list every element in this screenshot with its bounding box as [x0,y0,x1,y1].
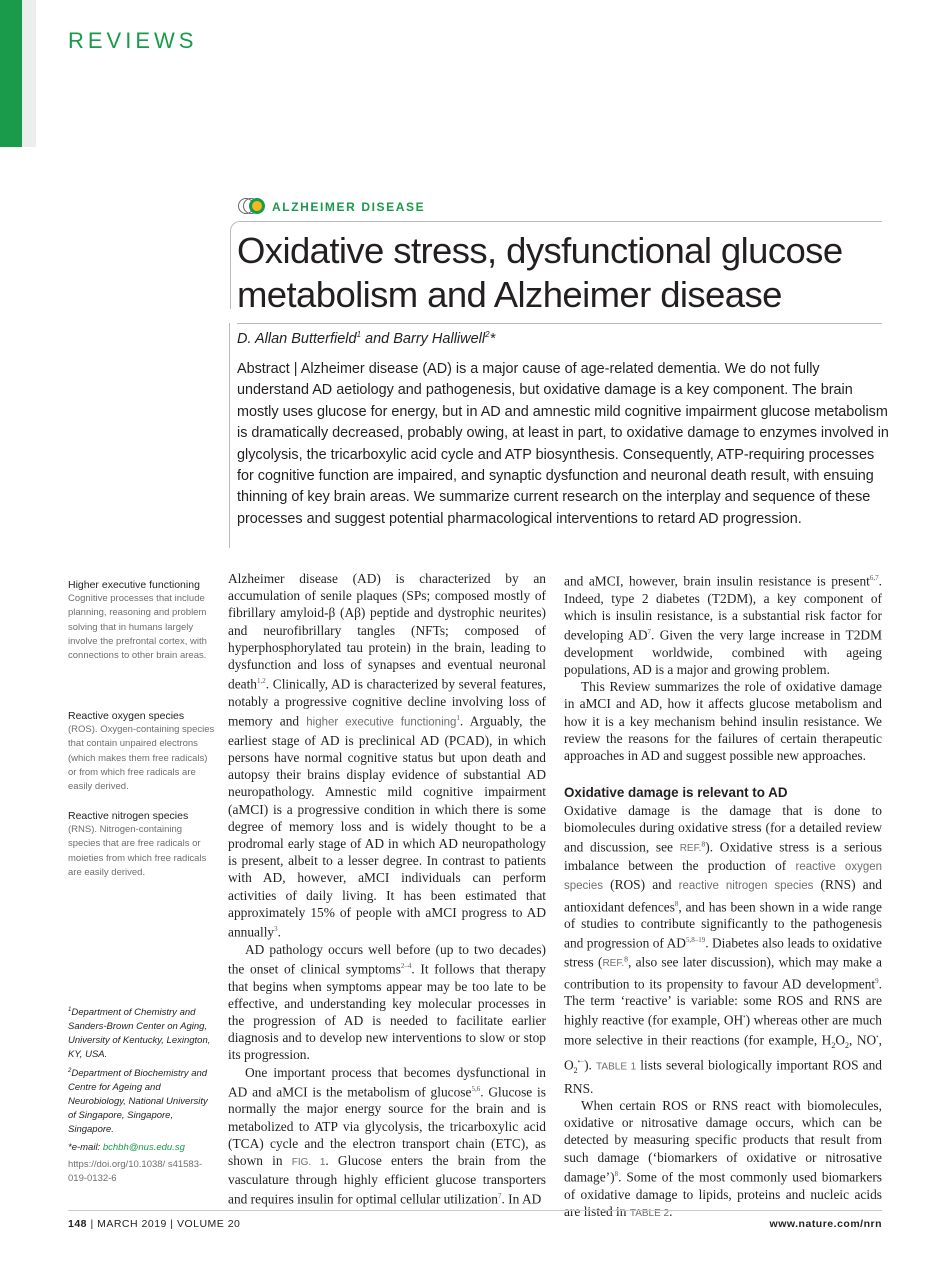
reference-link[interactable]: REF.$^8$ [602,957,629,970]
glossary-link[interactable]: higher executive functioning [306,716,457,729]
contact-email: *e-mail: bchbh@nus.edu.sg [68,1142,185,1153]
glossary-term: Reactive oxygen species [68,710,185,722]
author-2-affiliation: 2 [485,330,490,339]
corresponding-star: * [489,330,496,347]
author-conjunction: and [361,330,394,347]
affiliation-1: $^1$Department of Chemistry and Sanders-Brown Center on Aging, University of Kentucky, Lexington, KY, USA. [68,1007,211,1061]
author-list [237,330,495,347]
section-heading: Oxidative damage is relevant to AD [564,785,788,801]
glossary-link[interactable]: reactive oxygen species [564,861,883,893]
section-bar-shadow [22,0,36,147]
figure-link[interactable]: FIG. 1 [291,1157,326,1169]
glossary-term: Higher executive functioning [68,579,200,591]
section-color-bar [0,0,22,147]
author-2: Barry Halliwell [393,330,486,347]
glossary-entry [68,578,216,663]
glossary-term: Reactive nitrogen species [68,810,189,822]
email-link[interactable]: bchbh@nus.edu.sg [102,1142,185,1153]
section-label: REVIEWS [68,28,198,53]
table-link[interactable]: TABLE 2 [629,1207,670,1219]
doi-link[interactable]: https://doi.org/10.1038/ s41583-019-0132-6 [68,1159,203,1184]
page-number: 148 [68,1218,88,1230]
affiliation-2: $^2$Department of Biochemistry and Centre for Ageing and Neurobiology, National University of Singapore, Singapore, Singapore. [68,1068,208,1136]
glossary-entry [68,709,216,794]
author-1-affiliation: 1 [356,330,362,339]
footer-info: 148 | MARCH 2019 | VOLUME 20 [68,1218,241,1230]
paragraph: Oxidative damage is the damage that is done to biomolecules during oxidative stress (for a detailed review and discussion, see REF.$^8$). Oxidative stress is a serious imbalance between the production of reactive oxygen species (ROS) and reactive nitrogen species (RNS) and antioxidant defences$^8$, and has been shown in a wide range of studies to contribute significantly to the pathogenesis and progression of AD$^{5,8-19}$. Diabetes also leads to oxidative stress (REF.$^8$, also see later discussion), which may make a contribution to its propensity to favour AD development$^9$. The term ‘reactive’ is variable: some ROS and RNS are highly reactive (for example, OH•) whereas other are much more selective in their reactions (for example, $H_2O_2$, NO•, $O_2^{•-}$). TABLE 1 lists several biologically important ROS and RNS. [564,803,883,1096]
title-divider [237,323,882,324]
volume: VOLUME 20 [176,1218,241,1230]
footer-divider [68,1210,882,1211]
issue-date: MARCH 2019 [97,1218,167,1230]
glossary-definition: Cognitive processes that include planning, reasoning and problem solving that in humans largely involve the prefrontal cortex, with connections to other brain areas. [68,593,207,662]
topic-label: ALZHEIMER DISEASE [272,199,426,214]
table-link[interactable]: TABLE 1 [596,1061,637,1073]
abstract-text: Alzheimer disease (AD) is a major cause of age-related dementia. We do not fully understand AD aetiology and pathogenesis, but oxidative damage is a key component. The brain mostly uses glucose for energy, but in AD and amnestic mild cognitive impairment glucose metabolism is dramatically decreased, probably owing, at least in part, to oxidative damage to enzymes involved in glycolysis, the tricarboxylic acid cycle and ATP biosynthesis. Consequently, ATP-requiring processes for cognitive function are impaired, and synaptic dysfunction and neuronal death result, with ensuing thinning of key brain areas. We summarize current research on the interplay and sequence of these processes and suggest potential pharmacological interventions to retard AD progression. [237,361,889,527]
glossary-entry [68,809,216,880]
glossary-definition: (ROS). Oxygen-containing species that contain unpaired electrons (which makes them free radicals) or from which free radicals are easily derived. [68,724,215,793]
glossary-link[interactable]: reactive nitrogen species [678,880,814,893]
paragraph: When certain ROS or RNS react with biomolecules, oxidative or nitrosative damage occurs, which can be detected by measuring specific products that result from such damage (‘biomarkers of oxidative or nitrosative damage’)$^8$. Some of the most commonly used biomarkers of oxidative damage to lipids, proteins and nucleic acids are listed in TABLE 2. [564,1098,882,1219]
glossary-definition: (RNS). Nitrogen-containing species that are free radicals or moieties from which free radicals are easily derived. [68,824,207,878]
journal-url[interactable]: www.nature.com/nrn [769,1218,882,1230]
paragraph: This Review summarizes the role of oxidative damage in aMCI and AD, how it affects glucose metabolism and how it is a key mechanism behind insulin resistance. We review the reasons for the failures of certain therapeutic approaches in AD and suggest possible new approaches. [564,679,882,763]
paragraph: One important process that becomes dysfunctional in AD and aMCI is the metabolism of glucose$^{5,6}$. Glucose is normally the major energy source for the brain and is metabolized to ATP via glycolysis, the tricarboxylic acid (TCA) cycle and the electron transport chain (ETC), as shown in FIG. 1. Glucose enters the brain from the vasculature through highly efficient glucose transporters and requires insulin for optimal cellular utilization$^7$. In AD [228,1064,546,1207]
topic-circles-icon [238,198,268,215]
author-1: D. Allan Butterfield [237,330,357,347]
abstract-rule [229,323,230,548]
abstract: Abstract | Alzheimer disease (AD) is a major cause of age-related dementia. We do not fully understand AD aetiology and pathogenesis, but oxidative damage is a key component. The brain mostly uses glucose for energy, but in AD and amnestic mild cognitive impairment glucose metabolism is dramatically decreased, probably owing, at least in part, to oxidative damage to enzymes involved in glycolysis, the tricarboxylic acid cycle and ATP biosynthesis. Consequently, ATP-requiring processes for cognitive function are impaired, and synaptic dysfunction and neuronal death result, with ensuing thinning of key brain areas. We summarize current research on the interplay and sequence of these processes and suggest potential pharmacological interventions to retard AD progression. [237,361,889,527]
abstract-label: Abstract [237,361,290,377]
paragraph: Alzheimer disease (AD) is characterized by an accumulation of senile plaques (SPs; composed mostly of fibrillary amyloid-β (Aβ) peptide and dystrophic neurites) and neurofibrillary tangles (NFTs; composed of hyperphosphorylated tau protein) in the brain, leading to dysfunction and loss of synapses and eventual neuronal death$^{1,2}$. Clinically, AD is characterized by several features, notably a progressive cognitive decline involving loss of memory and higher executive functioning$^1$. Arguably, the earliest stage of AD is preclinical AD (PCAD), in which persons have normal cognitive status but upon death and autopsy their brains display evidence of substantial AD neuropathology. Amnestic mild cognitive impairment (aMCI) is a progressive condition in which there is some degree of memory loss and is widely thought to be a prodromal early stage of AD in which AD neuropathology is present, albeit to a lesser degree. In contrast to patients with AD, however, aMCI individuals can perform activities of daily living. It has been estimated that approximately 15% of people with aMCI progress to AD annually$^3$. [228,571,546,940]
topic-banner [238,198,425,215]
reference-link[interactable]: REF.$^8$ [679,841,706,854]
paragraph: AD pathology occurs well before (up to two decades) the onset of clinical symptoms$^{2-4}$. It follows that therapy that begins when symptoms appear may be too late to be effective, and understanding key molecular processes in the progression of AD is needed to facilitate earlier diagnosis and to develop new interventions to slow or stop its progression. [228,941,546,1063]
paragraph: and aMCI, however, brain insulin resistance is present$^{6,7}$. Indeed, type 2 diabetes (T2DM), a key component of which is insulin resistance, is a substantial risk factor for developing $AD^7$. Given the very large increase in T2DM development worldwide, combined with ageing populations, AD is a major and growing problem. [564,573,882,677]
body-column-1 [228,570,546,1208]
article-title: Oxidative stress, dysfunctional glucose metabolism and Alzheimer disease [237,230,843,315]
body-column-2 [564,570,882,1222]
